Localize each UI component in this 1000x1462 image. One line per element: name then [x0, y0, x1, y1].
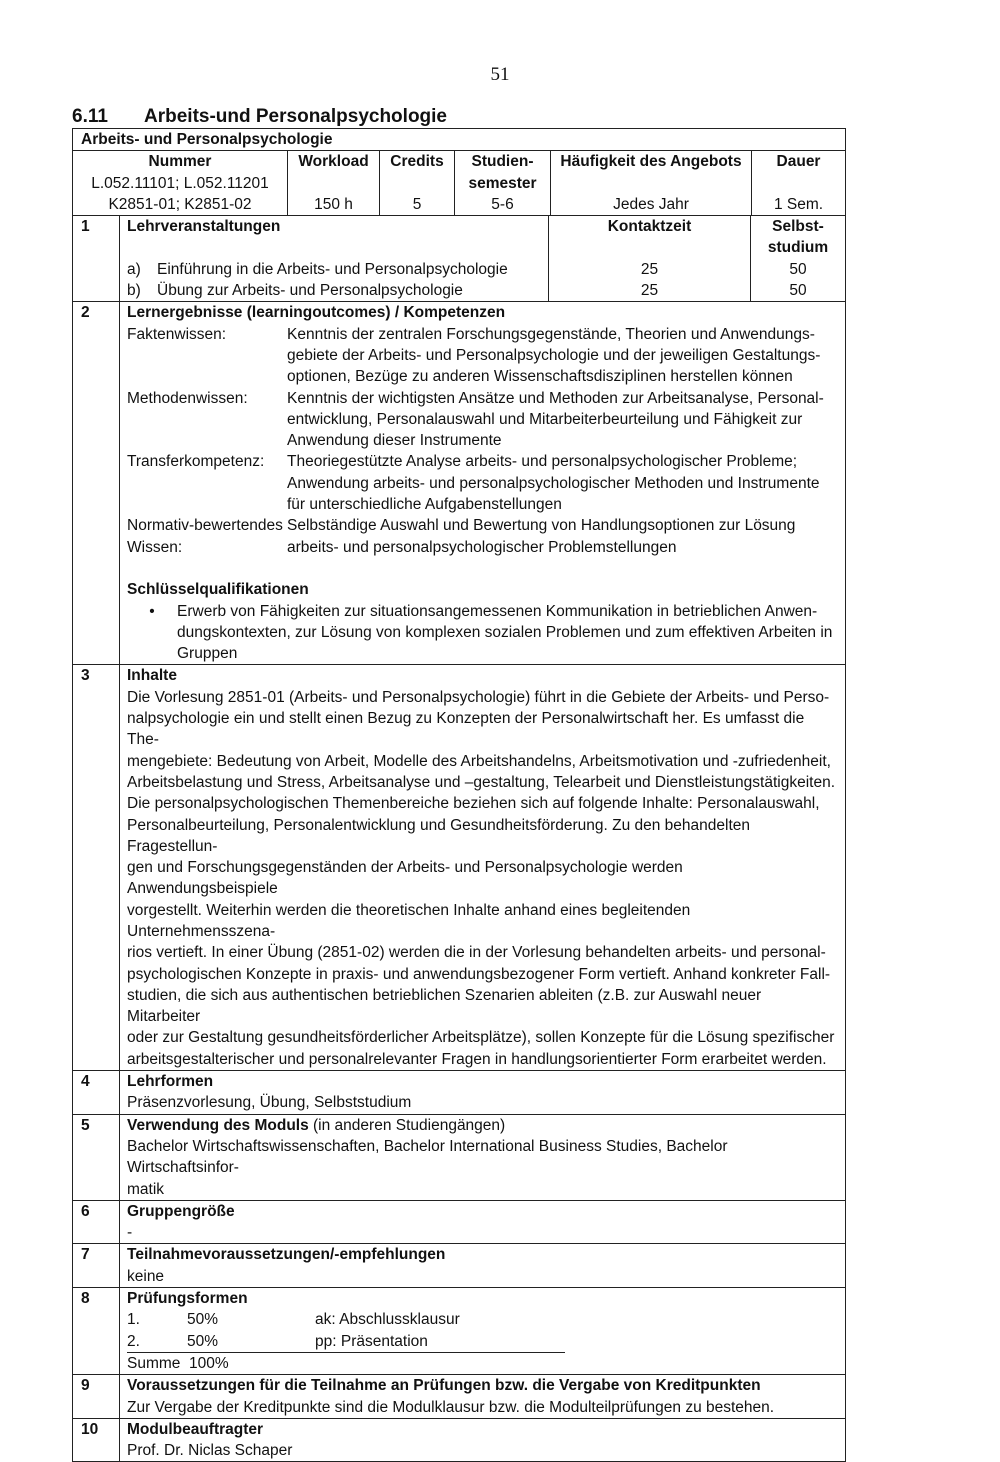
text-line: Kenntnis der zentralen Forschungsgegenstände, Theorien und Anwendungs-	[287, 325, 815, 343]
course-self: 50	[750, 280, 845, 301]
nummer-line1: L.052.11101; L.052.11201	[91, 174, 269, 192]
exam-item	[127, 1309, 837, 1330]
credits-label: Credits	[390, 153, 444, 171]
exam-type: pp: Präsentation	[315, 1332, 428, 1350]
normativ-label: Normativ-bewertendes	[127, 517, 283, 535]
text-line: Selbständige Auswahl und Bewertung von Handlungsoptionen zur Lösung	[287, 517, 796, 535]
duration-label: Dauer	[776, 153, 821, 171]
semester-label-1: Studien-	[471, 153, 534, 171]
self-label-1: Selbst-	[772, 218, 824, 236]
row-number: 4	[81, 1073, 90, 1091]
credits-value: 5	[412, 195, 422, 213]
text-line: mengebiete: Bedeutung von Arbeit, Modelle des Arbeitshandelns, Arbeitsmotivation und -zufriedenheit,	[127, 752, 831, 770]
text-line: Arbeitsbelastung und Stress, Arbeitsanalyse und –gestaltung, Telearbeit und Dienstleistungstätigkeiten.	[127, 773, 835, 791]
normativ-label: Wissen:	[127, 538, 183, 556]
usage-title-suffix: (in anderen Studiengängen)	[308, 1116, 506, 1134]
prereq-text: keine	[127, 1267, 165, 1285]
sum-label: Summe	[127, 1354, 181, 1372]
row-number: 3	[81, 667, 90, 685]
text-line: Gruppen	[177, 645, 238, 663]
text-line: rios vertieft. In einer Übung (2851-02) werden die in der Vorlesung behandelten arbeits- und personal-	[127, 944, 826, 962]
section-heading	[72, 106, 447, 128]
teaching-text: Präsenzvorlesung, Übung, Selbststudium	[127, 1094, 412, 1112]
text-line: studien, die sich aus authentischen betrieblichen Szenarien ableiten (z.B. zur Auswahl neuer Mitarbeiter	[127, 986, 762, 1026]
text-line: Bachelor Wirtschaftswissenschaften, Bachelor International Business Studies, Bachelor Wirtschaftsinfor-	[127, 1137, 728, 1177]
prereq-title: Teilnahmevoraussetzungen/-empfehlungen	[127, 1246, 446, 1264]
key-qualification-item	[127, 601, 837, 665]
faktenwissen-label: Faktenwissen:	[127, 325, 227, 343]
faktenwissen	[127, 324, 837, 388]
text-line: Die personalpsychologischen Themenbereiche beziehen sich auf folgende Inhalte: Personalauswahl,	[127, 795, 820, 813]
transfer-label: Transferkompetenz:	[127, 453, 265, 471]
row-courses	[73, 215, 845, 301]
course-self: 50	[750, 259, 845, 280]
course-contact: 25	[548, 259, 750, 280]
text-line: arbeitsgestalterischer und personalrelevanter Fragen in handlungsorientierter Form erarbeitet werden.	[127, 1050, 827, 1068]
bullet-icon: •	[149, 602, 155, 620]
text-line: gebiete der Arbeits- und Personalpsychologie und der jeweiligen Gestaltungs-	[287, 346, 821, 364]
methodenwissen-label: Methodenwissen:	[127, 389, 248, 407]
course-name: Einführung in die Arbeits- und Personalpsychologie	[157, 260, 508, 278]
text-line: Die Vorlesung 2851-01 (Arbeits- und Personalpsychologie) führt in die Gebiete der Arbeits- und Perso-	[127, 688, 830, 706]
section-number: 6.11	[72, 106, 108, 127]
row-prerequisites	[73, 1243, 845, 1287]
course-item	[120, 280, 845, 301]
row-number: 5	[81, 1116, 90, 1134]
text-line: oder zur Gestaltung gesundheitsförderlicher Arbeitsplätze), sollen Konzepte für die Lösung spezifischer	[127, 1029, 835, 1047]
responsible-text: Prof. Dr. Niclas Schaper	[127, 1442, 293, 1460]
course-name: Übung zur Arbeits- und Personalpsychologie	[157, 282, 463, 300]
methodenwissen	[127, 388, 837, 452]
exam-type: ak: Abschlussklausur	[315, 1311, 460, 1329]
section-title: Arbeits-und Personalpsychologie	[144, 106, 447, 127]
row-outcomes	[73, 301, 845, 664]
exam-percent: 50%	[187, 1311, 219, 1329]
row-number: 6	[81, 1202, 90, 1220]
outcomes-title: Lernergebnisse (learningoutcomes) / Kompetenzen	[127, 304, 506, 322]
course-letter: b)	[127, 282, 141, 300]
text-line: arbeits- und personalpsychologischer Problemstellungen	[287, 538, 677, 556]
semester-value: 5-6	[491, 195, 514, 213]
text-line: psychologischen Konzepte in praxis- und anwendungsbezogener Form vertieft. Anhand konkreter Fall-	[127, 965, 831, 983]
row-group-size	[73, 1200, 845, 1244]
group-text: -	[127, 1224, 133, 1242]
exam-sum	[127, 1353, 837, 1374]
row-number: 9	[81, 1377, 90, 1395]
text-line: entwicklung, Personalauswahl und Mitarbeiterbeurteilung und Fähigkeit zur	[287, 410, 803, 428]
text-line: matik	[127, 1180, 165, 1198]
normativ-bewertendes-wissen	[127, 515, 837, 558]
content-title: Inhalte	[127, 667, 177, 685]
sum-value: 100%	[189, 1354, 229, 1372]
responsible-title: Modulbeauftragter	[127, 1420, 264, 1438]
workload-label: Workload	[298, 153, 369, 171]
nummer-label: Nummer	[148, 153, 212, 171]
module-table	[72, 128, 846, 1462]
group-title: Gruppengröße	[127, 1202, 235, 1220]
exam-number: 1.	[127, 1311, 140, 1329]
transferkompetenz	[127, 451, 837, 515]
text-line: dungskontexten, zur Lösung von komplexen sozialen Problemen und zum effektiven Arbeiten in	[177, 623, 833, 641]
text-line: vorgestellt. Weiterhin werden die theoretischen Inhalte anhand eines begleitenden Unternehmensszena-	[127, 901, 691, 940]
text-line: Kenntnis der wichtigsten Ansätze und Methoden zur Arbeitsanalyse, Personal-	[287, 389, 824, 407]
frequency-label: Häufigkeit des Angebots	[560, 153, 742, 171]
self-label-2: studium	[767, 239, 829, 257]
course-item	[120, 259, 845, 280]
row-exams	[73, 1287, 845, 1374]
exams-title: Prüfungsformen	[127, 1290, 248, 1308]
usage-title: Verwendung des Moduls	[127, 1116, 309, 1134]
page-number: 51	[490, 64, 510, 85]
exam-item	[127, 1331, 565, 1353]
exam-percent: 50%	[187, 1332, 219, 1350]
row-teaching	[73, 1070, 845, 1114]
frequency-value: Jedes Jahr	[613, 195, 689, 213]
row-number: 10	[81, 1420, 99, 1438]
row-content	[73, 664, 845, 1070]
workload-value: 150 h	[314, 195, 353, 213]
nummer-line2: K2851-01; K2851-02	[108, 195, 252, 213]
text-line: optionen, Bezüge zu anderen Wissenschaftsdisziplinen herstellen können	[287, 368, 793, 386]
row-number: 8	[81, 1290, 90, 1308]
semester-label-2: semester	[468, 174, 537, 192]
course-letter: a)	[127, 260, 141, 278]
module-header-row	[73, 150, 845, 215]
credit-req-title: Voraussetzungen für die Teilnahme an Prüfungen bzw. die Vergabe von Kreditpunkten	[127, 1377, 761, 1395]
text-line: nalpsychologie ein und stellt einen Bezug zu Konzepten der Personalwirtschaft her. Es umfasst die The-	[127, 710, 805, 749]
text-line: Anwendung dieser Instrumente	[287, 432, 502, 450]
module-title: Arbeits- und Personalpsychologie	[81, 131, 333, 148]
contact-label: Kontaktzeit	[607, 218, 692, 236]
text-line: gen und Forschungsgegenständen der Arbeits- und Personalpsychologie werden Anwendungsbeispiele	[127, 859, 683, 898]
row-number: 2	[81, 304, 90, 322]
text-line: Theoriegestützte Analyse arbeits- und personalpsychologischer Probleme;	[287, 453, 798, 471]
row-number: 7	[81, 1246, 90, 1264]
key-qualifications-title: Schlüsselqualifikationen	[127, 581, 309, 599]
courses-title: Lehrveranstaltungen	[127, 218, 281, 236]
text-line: Erwerb von Fähigkeiten zur situationsangemessenen Kommunikation in betrieblichen Anwen-	[177, 602, 818, 620]
row-responsible	[73, 1418, 845, 1462]
row-credit-requirements	[73, 1374, 845, 1418]
exam-number: 2.	[127, 1332, 140, 1350]
text-line: Anwendung arbeits- und personalpsychologischer Methoden und Instrumente	[287, 474, 820, 492]
duration-value: 1 Sem.	[773, 195, 824, 213]
text-line: für unterschiedliche Aufgabenstellungen	[287, 496, 562, 514]
row-number: 1	[81, 218, 90, 236]
row-usage	[73, 1114, 845, 1200]
text-line: Personalbeurteilung, Personalentwicklung und Gesundheitsförderung. Zu den behandelten Fragestellun-	[127, 816, 751, 855]
credit-req-text: Zur Vergabe der Kreditpunkte sind die Modulklausur bzw. die Modulteilprüfungen zu bestehen.	[127, 1398, 775, 1416]
teaching-title: Lehrformen	[127, 1073, 214, 1091]
course-contact: 25	[548, 280, 750, 301]
